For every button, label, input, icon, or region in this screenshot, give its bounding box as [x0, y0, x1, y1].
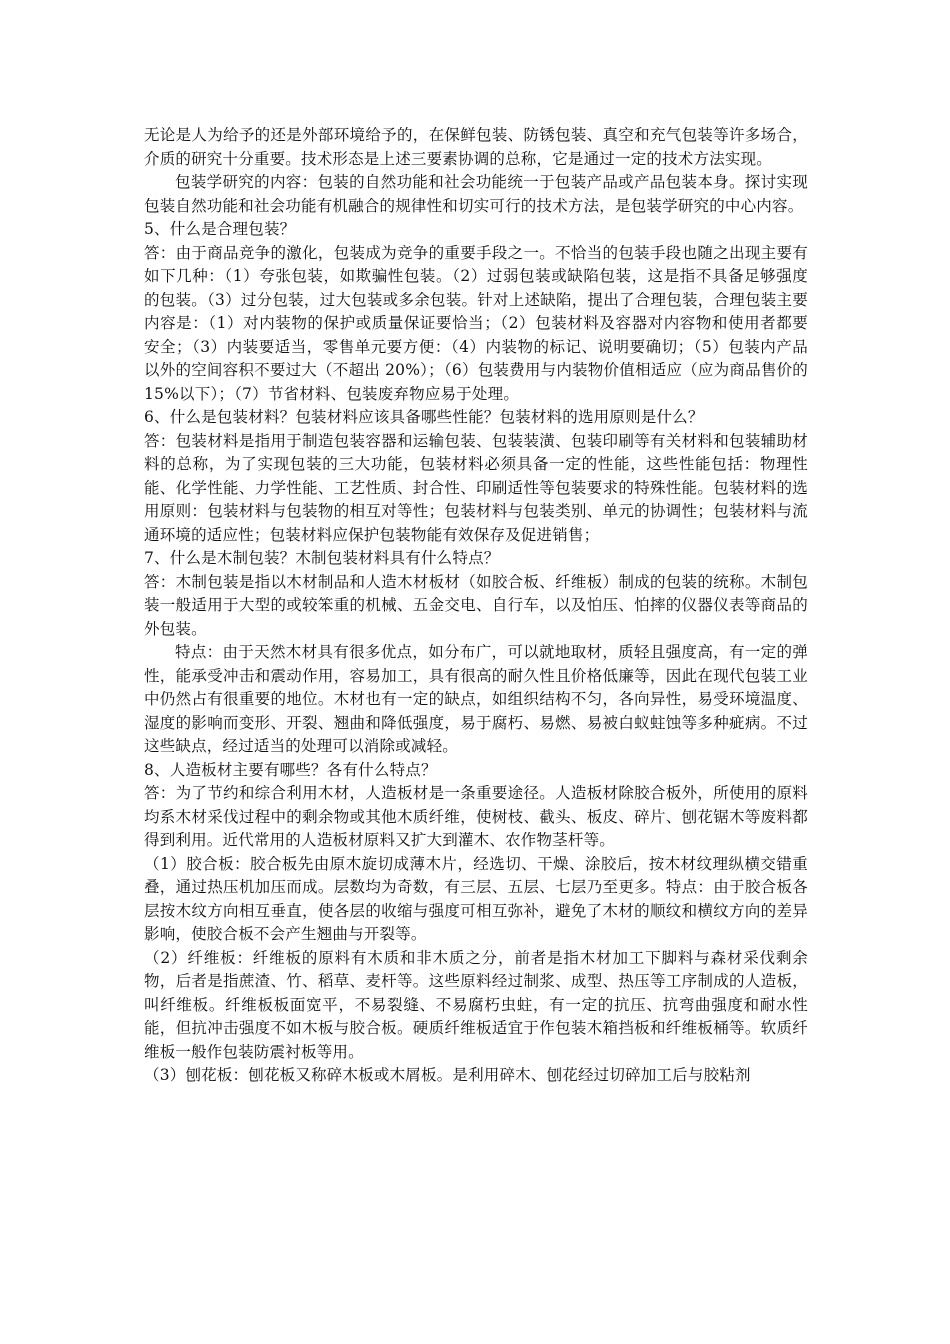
question-8: 8、人造板材主要有哪些？各有什么特点？ [144, 760, 437, 779]
answer-8-plywood: （1）胶合板：胶合板先由原木旋切成薄木片，经选切、干燥、涂胶后，按木材纹理纵横交错重叠，通过热压机加压而成。层数均为奇数，有三层、五层、七层乃至更多。特点：由于胶合板各层按木纹方向相互垂直，使各层的收缩与强度可相互弥补，避免了木材的顺纹和横纹方向的差异影响，使胶合板不会产生翘曲与开裂等。 [144, 854, 808, 943]
question-7: 7、什么是木制包装？木制包装材料具有什么特点？ [144, 549, 500, 567]
answer-7-features: 特点：由于天然木材具有很多优点，如分布广，可以就地取材，质轻且强度高，有一定的弹性，能承受冲击和震动作用，容易加工，具有很高的耐久性且价格低廉等，因此在现代包装工业中仍然占有很重要的地位。木材也有一定的缺点，如组织结构不匀，各向异性，易受环境温度、湿度的影响而变形、开裂、翘曲和降低强度，易于腐朽、易燃、易被白蚁蛀蚀等多种疵病。不过这些缺点，经过适当的处理可以消除或减轻。 [144, 643, 808, 755]
question-5: 5、什么是合理包装？ [144, 220, 296, 238]
answer-8: 答：为了节约和综合利用木材，人造板材是一条重要途径。人造板材除胶合板外，所使用的原料均系木材采伐过程中的剩余物或其他木质纤维，使树枝、截头、板皮、碎片、刨花锯木等废料都得到利用。近代常用的人造板材原料又扩大到灌木、农作物茎杆等。 [144, 784, 808, 849]
document-body [144, 124, 808, 1088]
paragraph-packaging-research: 包装学研究的内容：包装的自然功能和社会功能统一于包装产品或产品包装本身。探讨实现包装自然功能和社会功能有机融合的规律性和切实可行的技术方法，是包装学研究的中心内容。 [144, 173, 808, 215]
answer-6: 答：包装材料是指用于制造包装容器和运输包装、包装装潢、包装印刷等有关材料和包装辅助材料的总称，为了实现包装的三大功能，包装材料必须具备一定的性能，这些性能包括：物理性能、化学性能、力学性能、工艺性质、封合性、印刷适性等包装要求的特殊性能。包装材料的选用原则：包装材料与包装物的相互对等性；包装材料与包装类别、单元的协调性；包装材料与流通环境的适应性；包装材料应保护包装物能有效保存及促进销售； [144, 431, 808, 544]
answer-5: 答：由于商品竞争的激化，包装成为竞争的重要手段之一。不恰当的包装手段也随之出现主要有如下几种：（1）夸张包装，如欺骗性包装。（2）过弱包装或缺陷包装，这是指不具备足够强度的包装。（3）过分包装，过大包装或多余包装。针对上述缺陷，提出了合理包装，合理包装主要内容是：（1）对内装物的保护或质量保证要恰当；（2）包装材料及容器对内容物和使用者都要安全；（3）内装要适当，零售单元要方便：（4）内装物的标记、说明要确切；（5）包装内产品以外的空间容积不要过大（不超出 20%）；（6）包装费用与内装物价值相适应（应为商品售价的 15%以下）；（7）节省材料、包装废弃物应易于处理。 [144, 243, 808, 403]
answer-8-particleboard: （3）刨花板：刨花板又称碎木板或木屑板。是利用碎木、刨花经过切碎加工后与胶粘剂 [144, 1066, 751, 1084]
paragraph-media-intro: 无论是人为给予的还是外部环境给予的，在保鲜包装、防锈包装、真空和充气包装等许多场合，介质的研究十分重要。技术形态是上述三要素协调的总称，它是通过一定的技术方法实现。 [144, 126, 808, 168]
question-6: 6、什么是包装材料？包装材料应该具备哪些性能？包装材料的选用原则是什么？ [144, 408, 704, 426]
answer-7: 答：木制包装是指以木材制品和人造木材板材（如胶合板、纤维板）制成的包装的统称。木制包装一般适用于大型的或较笨重的机械、五金交电、自行车，以及怕压、怕摔的仪器仪表等商品的外包装。 [144, 572, 808, 638]
answer-8-fiberboard: （2）纤维板：纤维板的原料有木质和非木质之分，前者是指木材加工下脚料与森材采伐剩余物，后者是指蔗渣、竹、稻草、麦杆等。这些原料经过制浆、成型、热压等工序制成的人造板，叫纤维板。纤维板板面宽平，不易裂缝、不易腐朽虫蛀，有一定的抗压、抗弯曲强度和耐水性能，但抗冲击强度不如木板与胶合板。硬质纤维板适宜于作包装木箱挡板和纤维板桶等。软质纤维板一般作包装防震衬板等用。 [144, 948, 808, 1061]
